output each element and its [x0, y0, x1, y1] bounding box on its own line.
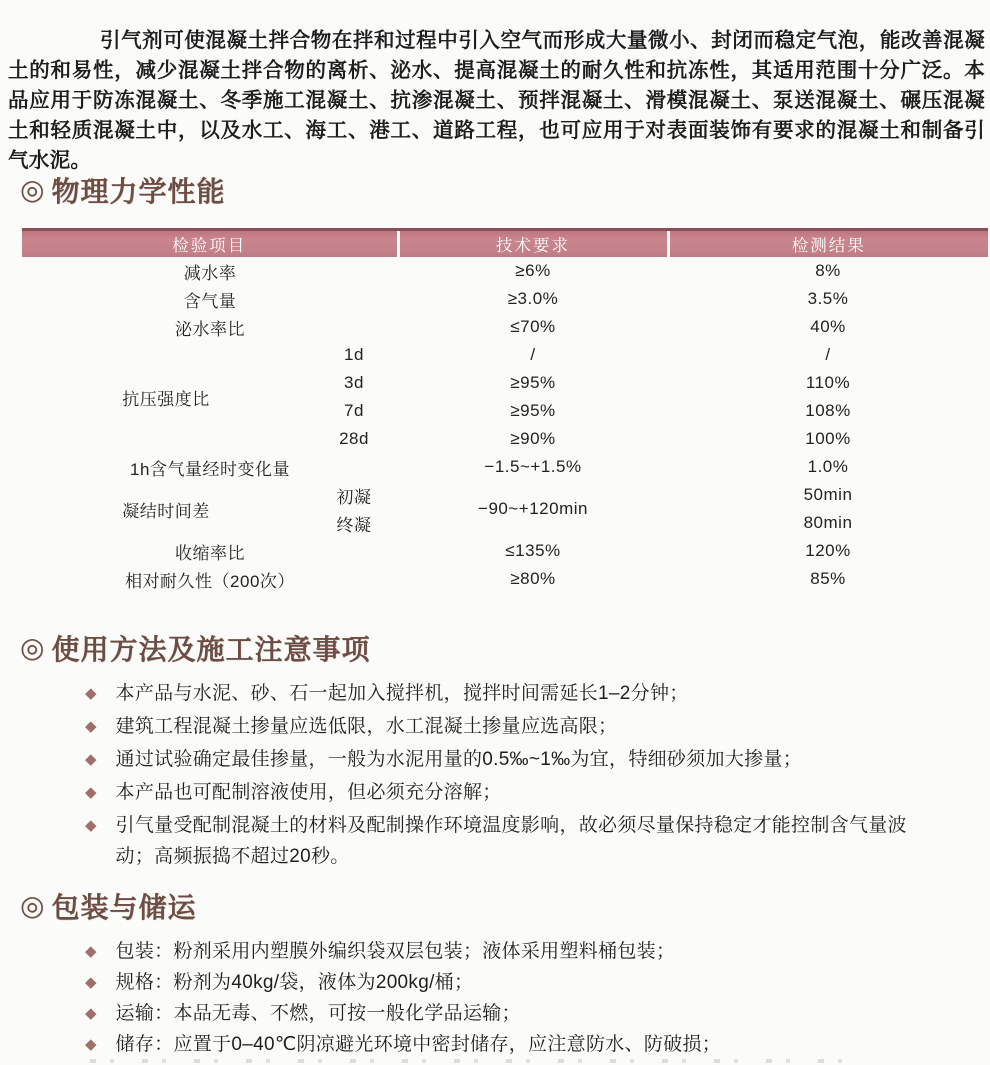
table-row [22, 257, 988, 285]
usage-bullet-list [85, 678, 920, 874]
double-circle-icon: ◎ [20, 174, 46, 205]
bullet-text: 规格：粉剂为40kg/袋，液体为200kg/桶； [115, 972, 474, 993]
bullet-text: 引气量受配制混凝土的材料及配制操作环境温度影响，故必须尽量保持稳定才能控制含气量波动；高频振捣不超过20秒。 [115, 815, 907, 867]
section-title-physical: 物理力学性能 [51, 176, 226, 207]
result-cell: 50min [803, 485, 853, 504]
requirement-cell: ≤135% [505, 541, 561, 560]
requirement-cell: ≥90% [510, 429, 556, 448]
requirement-cell: ≥95% [510, 401, 556, 420]
bullet-text: 本产品也可配制溶液使用，但必须充分溶解； [115, 782, 502, 803]
result-cell: 110% [805, 373, 851, 392]
requirement-cell: ≥6% [515, 261, 551, 280]
cutoff-text-remnant [80, 1059, 850, 1063]
requirement-cell: ≤70% [510, 317, 556, 336]
item-cell: 1h含气量经时变化量 [130, 459, 290, 479]
list-item [85, 810, 920, 872]
table-row [22, 285, 988, 313]
diamond-bullet-icon: ◆ [85, 974, 97, 991]
section-heading-packing [20, 886, 196, 926]
table-row [22, 341, 988, 369]
column-header-result: 检测结果 [668, 230, 988, 258]
diamond-bullet-icon: ◆ [85, 1036, 97, 1053]
diamond-bullet-icon: ◆ [85, 1005, 97, 1022]
sub-item-cell: 3d [344, 373, 364, 392]
list-item [85, 936, 920, 967]
diamond-bullet-icon: ◆ [85, 751, 97, 768]
result-cell: 85% [810, 569, 846, 588]
table-row [22, 313, 988, 341]
bullet-text: 包装：粉剂采用内塑膜外编织袋双层包装；液体采用塑料桶包装； [115, 941, 676, 962]
result-cell: 40% [810, 317, 846, 336]
bullet-text: 本产品与水泥、砂、石一起加入搅拌机，搅拌时间需延长1–2分钟； [115, 683, 689, 704]
list-item [85, 777, 920, 808]
column-header-item: 检验项目 [22, 230, 398, 258]
result-cell: 80min [803, 513, 853, 532]
bullet-text: 建筑工程混凝土掺量应选低限，水工混凝土掺量应选高限； [115, 716, 618, 737]
section-title-packing: 包装与储运 [51, 892, 197, 923]
item-cell: 相对耐久性（200次） [125, 571, 295, 591]
list-item [85, 998, 920, 1029]
sub-item-cell: 1d [344, 345, 364, 364]
sub-item-cell: 初凝 [336, 487, 372, 507]
group-label-cell: 抗压强度比 [122, 389, 210, 409]
requirement-cell: ≥3.0% [507, 289, 559, 308]
list-item [85, 711, 920, 742]
diamond-bullet-icon: ◆ [85, 817, 97, 834]
section-heading-physical [20, 170, 225, 210]
requirement-cell: −1.5~+1.5% [484, 457, 582, 476]
list-item [85, 1029, 920, 1060]
list-item [85, 744, 920, 775]
section-title-usage: 使用方法及施工注意事项 [51, 634, 371, 665]
bullet-text: 运输：本品无毒、不燃，可按一般化学品运输； [115, 1003, 521, 1024]
requirement-cell: −90~+120min [478, 499, 588, 518]
requirement-cell: ≥95% [510, 373, 556, 392]
diamond-bullet-icon: ◆ [85, 943, 97, 960]
result-cell: 3.5% [807, 289, 849, 308]
double-circle-icon: ◎ [20, 632, 46, 663]
physical-properties-table [22, 228, 988, 593]
table-row [22, 481, 988, 509]
result-cell: 8% [815, 261, 841, 280]
table-row [22, 537, 988, 565]
bullet-text: 通过试验确定最佳掺量，一般为水泥用量的0.5‰~1‰为宜，特细砂须加大掺量； [115, 749, 803, 770]
intro-paragraph: 引气剂可使混凝土拌合物在拌和过程中引入空气而形成大量微小、封闭而稳定气泡，能改善混凝土的和易性，减少混凝土拌合物的离析、泌水、提高混凝土的耐久性和抗冻性，其适用范围十分广泛。本品应用于防冻混凝土、冬季施工混凝土、抗渗混凝土、预拌混凝土、滑模混凝土、泵送混凝土、碾压混凝土和轻质混凝土中，以及水工、海工、港工、道路工程，也可应用于对表面装饰有要求的混凝土和制备引气水泥。 [8, 29, 985, 172]
requirement-cell: / [530, 345, 536, 364]
bullet-text: 储存：应置于0–40℃阴凉避光环境中密封储存，应注意防水、防破损； [115, 1034, 722, 1055]
table-row [22, 453, 988, 481]
result-cell: 108% [805, 401, 851, 420]
diamond-bullet-icon: ◆ [85, 718, 97, 735]
item-cell: 泌水率比 [175, 319, 245, 339]
sub-item-cell: 终凝 [336, 515, 372, 535]
table-row [22, 565, 988, 593]
diamond-bullet-icon: ◆ [85, 685, 97, 702]
group-label-cell: 凝结时间差 [122, 501, 210, 521]
list-item [85, 967, 920, 998]
sub-item-cell: 28d [339, 429, 369, 448]
item-cell: 含气量 [183, 291, 237, 311]
list-item [85, 678, 920, 709]
result-cell: 100% [805, 429, 851, 448]
result-cell: 120% [805, 541, 851, 560]
item-cell: 减水率 [183, 263, 237, 283]
packing-bullet-list [85, 936, 920, 1060]
diamond-bullet-icon: ◆ [85, 784, 97, 801]
result-cell: 1.0% [807, 457, 849, 476]
sub-item-cell: 7d [344, 401, 364, 420]
column-header-requirement: 技术要求 [398, 230, 668, 258]
double-circle-icon: ◎ [20, 890, 46, 921]
table-header-row [22, 230, 988, 258]
item-cell: 收缩率比 [175, 543, 245, 563]
section-heading-usage [20, 628, 370, 668]
requirement-cell: ≥80% [510, 569, 556, 588]
result-cell: / [825, 345, 831, 364]
